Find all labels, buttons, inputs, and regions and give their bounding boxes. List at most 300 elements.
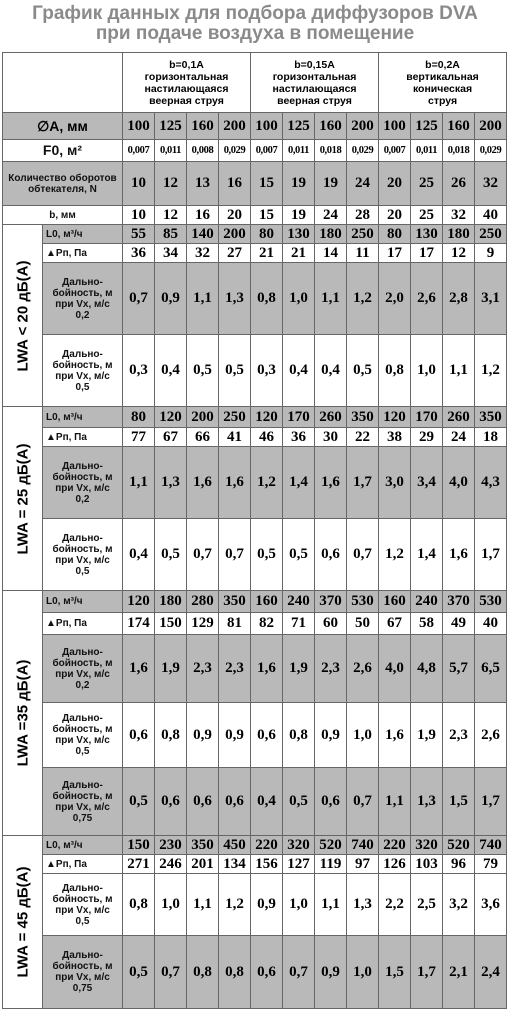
value-cell: 1,9	[283, 635, 315, 703]
value-cell: 1,6	[379, 703, 411, 768]
value-cell: 0,4	[315, 335, 347, 407]
value-cell: 71	[283, 613, 315, 635]
value-cell: 0,6	[315, 519, 347, 591]
value-cell: 1,0	[155, 874, 187, 936]
section-0-row-l0	[3, 225, 507, 244]
value-cell: 4,0	[379, 635, 411, 703]
value-cell: 3,0	[379, 447, 411, 519]
section-label-cell	[3, 591, 43, 836]
value-cell: 1,1	[187, 874, 219, 936]
value-cell: 3,6	[475, 874, 507, 936]
value-cell: 1,3	[155, 447, 187, 519]
range-label: Дально- бойность, м при Vx, м/с	[52, 713, 113, 746]
value-cell: 125	[411, 113, 443, 140]
value-cell: 96	[443, 855, 475, 874]
value-cell: 2,1	[443, 936, 475, 1009]
rotations-row	[3, 162, 507, 206]
value-cell: 0,8	[123, 874, 155, 936]
value-cell: 160	[315, 113, 347, 140]
value-cell: 1,0	[347, 936, 379, 1009]
section-2-row-l0	[3, 591, 507, 613]
range-label: Дально- бойность, м при Vx, м/с	[52, 950, 113, 983]
value-cell: 81	[219, 613, 251, 635]
section-3-row-r075	[3, 936, 507, 1009]
value-cell: 1,5	[379, 936, 411, 1009]
value-cell: 200	[347, 113, 379, 140]
value-cell: 100	[379, 113, 411, 140]
value-cell: 80	[123, 407, 155, 428]
row-label	[43, 244, 123, 263]
value-cell: 4,8	[411, 635, 443, 703]
value-cell: 1,6	[187, 447, 219, 519]
value-cell: 1,0	[283, 263, 315, 335]
value-cell: 13	[187, 162, 219, 206]
value-cell: 19	[315, 162, 347, 206]
value-cell: 6,5	[475, 635, 507, 703]
value-cell: 20	[379, 162, 411, 206]
value-cell: 16	[187, 206, 219, 225]
value-cell: 20	[219, 206, 251, 225]
value-cell: 1,0	[347, 703, 379, 768]
value-cell: 280	[187, 591, 219, 613]
range-label: Дально- бойность, м при Vx, м/с	[52, 460, 113, 494]
section-label-cell	[3, 225, 43, 407]
value-cell: 0,011	[411, 140, 443, 162]
value-cell: 180	[443, 225, 475, 244]
value-cell: 520	[315, 836, 347, 855]
section-label: LWA = 25 дБ(А)	[14, 442, 31, 555]
value-cell: 0,8	[251, 263, 283, 335]
value-cell: 100	[251, 113, 283, 140]
value-cell: 0,4	[123, 519, 155, 591]
diameter-row	[3, 113, 507, 140]
value-cell: 1,7	[475, 519, 507, 591]
section-2-row-r02	[3, 635, 507, 703]
value-cell: 260	[315, 407, 347, 428]
value-cell: 1,2	[379, 519, 411, 591]
value-cell: 0,029	[475, 140, 507, 162]
group-header-2	[379, 53, 507, 113]
value-cell: 2,3	[187, 635, 219, 703]
value-cell: 0,3	[251, 335, 283, 407]
value-cell: 5,7	[443, 635, 475, 703]
value-cell: 1,6	[123, 635, 155, 703]
value-cell: 1,4	[411, 519, 443, 591]
value-cell: 0,8	[219, 936, 251, 1009]
velocity-label: 0,75	[72, 983, 93, 994]
flow-label: L0, м³/ч	[46, 596, 83, 607]
value-cell: 0,6	[219, 768, 251, 836]
group-header-line: коническая	[412, 82, 473, 95]
value-cell: 220	[379, 836, 411, 855]
value-cell: 46	[251, 428, 283, 447]
value-cell: 530	[347, 591, 379, 613]
pressure-label: ▲Pп, Па	[46, 618, 87, 629]
value-cell: 320	[411, 836, 443, 855]
value-cell: 200	[187, 407, 219, 428]
velocity-label: 0,5	[75, 565, 90, 577]
value-cell: 1,3	[347, 874, 379, 936]
value-cell: 103	[411, 855, 443, 874]
value-cell: 4,0	[443, 447, 475, 519]
value-cell: 1,1	[379, 768, 411, 836]
value-cell: 10	[123, 162, 155, 206]
value-cell: 0,9	[155, 263, 187, 335]
range-label: Дально- бойность, м при Vx, м/с	[52, 348, 113, 382]
value-cell: 180	[315, 225, 347, 244]
value-cell: 0,4	[251, 768, 283, 836]
section-1-row-dp	[3, 428, 507, 447]
value-cell: 21	[283, 244, 315, 263]
value-cell: 530	[475, 591, 507, 613]
pressure-label: ▲Pп, Па	[46, 858, 87, 870]
value-cell: 125	[155, 113, 187, 140]
section-0-row-r02	[3, 263, 507, 335]
value-cell: 1,7	[411, 936, 443, 1009]
value-cell: 0,007	[251, 140, 283, 162]
value-cell: 0,6	[251, 703, 283, 768]
range-label: Дально- бойность, м при Vx, м/с	[52, 779, 113, 813]
value-cell: 1,9	[155, 635, 187, 703]
value-cell: 80	[379, 225, 411, 244]
value-cell: 250	[475, 225, 507, 244]
row-label	[43, 519, 123, 591]
value-cell: 350	[219, 591, 251, 613]
value-cell: 0,5	[347, 335, 379, 407]
row-label	[43, 635, 123, 703]
value-cell: 30	[315, 428, 347, 447]
value-cell: 0,7	[347, 519, 379, 591]
group-header-line: струя	[427, 94, 458, 107]
value-cell: 1,6	[219, 447, 251, 519]
group-header-line: b=0,2А	[425, 58, 460, 71]
value-cell: 22	[347, 428, 379, 447]
value-cell: 17	[379, 244, 411, 263]
section-3-row-r05	[3, 874, 507, 936]
flow-label: L0, м³/ч	[46, 228, 83, 240]
row-label	[43, 335, 123, 407]
range-label: Дально- бойность, м при Vx, м/с	[52, 276, 113, 310]
value-cell: 1,7	[475, 768, 507, 836]
value-cell: 1,6	[251, 635, 283, 703]
b-row	[3, 206, 507, 225]
value-cell: 19	[283, 162, 315, 206]
value-cell: 15	[251, 206, 283, 225]
value-cell: 0,008	[187, 140, 219, 162]
value-cell: 350	[347, 407, 379, 428]
value-cell: 120	[251, 407, 283, 428]
value-cell: 170	[283, 407, 315, 428]
value-cell: 2,6	[347, 635, 379, 703]
value-cell: 0,029	[347, 140, 379, 162]
value-cell: 49	[443, 613, 475, 635]
value-cell: 11	[347, 244, 379, 263]
velocity-label: 0,5	[75, 915, 90, 927]
value-cell: 1,1	[187, 263, 219, 335]
value-cell: 126	[379, 855, 411, 874]
row-label	[43, 703, 123, 768]
value-cell: 67	[155, 428, 187, 447]
value-cell: 41	[219, 428, 251, 447]
value-cell: 350	[187, 836, 219, 855]
value-cell: 0,6	[155, 768, 187, 836]
value-cell: 12	[155, 206, 187, 225]
row-label	[43, 263, 123, 335]
value-cell: 0,5	[155, 519, 187, 591]
value-cell: 2,3	[315, 635, 347, 703]
row-label	[43, 613, 123, 635]
flow-label: L0, м³/ч	[46, 839, 83, 851]
value-cell: 246	[155, 855, 187, 874]
value-cell: 134	[219, 855, 251, 874]
value-cell: 4,3	[475, 447, 507, 519]
value-cell: 0,9	[315, 703, 347, 768]
group-header-line: b=0,15А	[294, 58, 335, 71]
value-cell: 0,8	[283, 703, 315, 768]
value-cell: 220	[251, 836, 283, 855]
value-cell: 97	[347, 855, 379, 874]
value-cell: 200	[219, 225, 251, 244]
value-cell: 1,9	[411, 703, 443, 768]
value-cell: 250	[219, 407, 251, 428]
value-cell: 1,6	[315, 447, 347, 519]
value-cell: 0,8	[379, 335, 411, 407]
section-label: LWA = 45 дБ(А)	[14, 866, 31, 978]
row-label: b, мм	[3, 206, 123, 225]
value-cell: 1,1	[123, 447, 155, 519]
value-cell: 160	[251, 591, 283, 613]
value-cell: 0,018	[443, 140, 475, 162]
value-cell: 174	[123, 613, 155, 635]
title-line-2: при подаче воздуха в помещение	[95, 23, 415, 44]
value-cell: 27	[219, 244, 251, 263]
value-cell: 1,1	[315, 874, 347, 936]
value-cell: 12	[443, 244, 475, 263]
value-cell: 230	[155, 836, 187, 855]
value-cell: 160	[379, 591, 411, 613]
value-cell: 9	[475, 244, 507, 263]
value-cell: 0,9	[315, 936, 347, 1009]
row-label	[43, 936, 123, 1009]
value-cell: 0,6	[251, 936, 283, 1009]
value-cell: 160	[443, 113, 475, 140]
section-0-row-r05	[3, 335, 507, 407]
value-cell: 1,4	[283, 447, 315, 519]
value-cell: 160	[187, 113, 219, 140]
value-cell: 20	[379, 206, 411, 225]
value-cell: 100	[123, 113, 155, 140]
value-cell: 350	[475, 407, 507, 428]
value-cell: 0,5	[219, 335, 251, 407]
value-cell: 26	[443, 162, 475, 206]
value-cell: 34	[155, 244, 187, 263]
section-3-row-l0	[3, 836, 507, 855]
value-cell: 24	[315, 206, 347, 225]
value-cell: 32	[187, 244, 219, 263]
value-cell: 16	[219, 162, 251, 206]
value-cell: 50	[347, 613, 379, 635]
value-cell: 1,3	[411, 768, 443, 836]
value-cell: 0,007	[123, 140, 155, 162]
pressure-label: ▲Pп, Па	[46, 431, 87, 443]
value-cell: 14	[315, 244, 347, 263]
range-label: Дально- бойность, м при Vx, м/с	[52, 532, 113, 566]
section-label-cell	[3, 407, 43, 591]
value-cell: 18	[475, 428, 507, 447]
value-cell: 0,9	[251, 874, 283, 936]
value-cell: 24	[443, 428, 475, 447]
value-cell: 24	[347, 162, 379, 206]
value-cell: 0,7	[123, 263, 155, 335]
value-cell: 1,3	[219, 263, 251, 335]
value-cell: 130	[283, 225, 315, 244]
value-cell: 370	[443, 591, 475, 613]
value-cell: 1,5	[443, 768, 475, 836]
value-cell: 2,0	[379, 263, 411, 335]
value-cell: 19	[283, 206, 315, 225]
value-cell: 2,2	[379, 874, 411, 936]
value-cell: 0,4	[155, 335, 187, 407]
value-cell: 240	[411, 591, 443, 613]
value-cell: 0,5	[283, 768, 315, 836]
value-cell: 25	[411, 162, 443, 206]
section-2-row-dp	[3, 613, 507, 635]
value-cell: 200	[219, 113, 251, 140]
value-cell: 0,011	[283, 140, 315, 162]
section-1-row-l0	[3, 407, 507, 428]
value-cell: 2,6	[411, 263, 443, 335]
value-cell: 17	[411, 244, 443, 263]
value-cell: 2,3	[443, 703, 475, 768]
value-cell: 0,5	[187, 335, 219, 407]
value-cell: 240	[283, 591, 315, 613]
value-cell: 2,5	[411, 874, 443, 936]
row-label	[43, 225, 123, 244]
corner-cell	[3, 53, 123, 113]
diffuser-selection-table	[2, 52, 507, 1009]
value-cell: 55	[123, 225, 155, 244]
value-cell: 0,029	[219, 140, 251, 162]
section-label-cell	[3, 836, 43, 1009]
section-1-row-r05	[3, 519, 507, 591]
value-cell: 32	[443, 206, 475, 225]
range-label: Дально- бойность, м при Vx, м/с	[52, 646, 113, 680]
value-cell: 60	[315, 613, 347, 635]
value-cell: 740	[475, 836, 507, 855]
group-header-line: веерная струя	[277, 94, 352, 107]
value-cell: 3,2	[443, 874, 475, 936]
velocity-label: 0,2	[75, 679, 90, 691]
value-cell: 0,7	[155, 936, 187, 1009]
group-header-line: настилающаяся	[272, 82, 357, 95]
value-cell: 0,9	[187, 703, 219, 768]
value-cell: 0,8	[187, 936, 219, 1009]
value-cell: 156	[251, 855, 283, 874]
value-cell: 1,6	[443, 519, 475, 591]
row-label: Количество оборотов обтекателя, N	[3, 162, 123, 206]
group-header-line: горизонтальная	[272, 70, 357, 83]
group-header-1	[251, 53, 379, 113]
value-cell: 0,5	[283, 519, 315, 591]
value-cell: 1,0	[283, 874, 315, 936]
value-cell: 67	[379, 613, 411, 635]
group-header-line: вертикальная	[406, 70, 479, 83]
value-cell: 79	[475, 855, 507, 874]
value-cell: 2,4	[475, 936, 507, 1009]
row-label	[43, 428, 123, 447]
value-cell: 200	[475, 113, 507, 140]
velocity-label: 0,5	[75, 746, 90, 757]
value-cell: 150	[123, 836, 155, 855]
value-cell: 130	[411, 225, 443, 244]
row-label	[43, 447, 123, 519]
section-1-row-r02	[3, 447, 507, 519]
section-2-row-r075	[3, 768, 507, 836]
section-3-row-dp	[3, 855, 507, 874]
value-cell: 0,007	[379, 140, 411, 162]
row-label	[43, 855, 123, 874]
value-cell: 3,4	[411, 447, 443, 519]
value-cell: 0,4	[283, 335, 315, 407]
row-label	[43, 874, 123, 936]
value-cell: 0,7	[347, 768, 379, 836]
value-cell: 58	[411, 613, 443, 635]
value-cell: 1,1	[315, 263, 347, 335]
value-cell: 29	[411, 428, 443, 447]
value-cell: 82	[251, 613, 283, 635]
value-cell: 119	[315, 855, 347, 874]
flow-label: L0, м³/ч	[46, 411, 83, 423]
value-cell: 40	[475, 206, 507, 225]
row-label	[43, 768, 123, 836]
value-cell: 25	[411, 206, 443, 225]
value-cell: 10	[123, 206, 155, 225]
section-0-row-dp	[3, 244, 507, 263]
row-label	[43, 407, 123, 428]
row-label: F0, м²	[3, 140, 123, 162]
value-cell: 36	[123, 244, 155, 263]
value-cell: 40	[475, 613, 507, 635]
row-label	[43, 591, 123, 613]
group-header-line: горизонтальная	[144, 70, 229, 83]
value-cell: 127	[283, 855, 315, 874]
value-cell: 0,3	[123, 335, 155, 407]
value-cell: 120	[379, 407, 411, 428]
value-cell: 1,2	[251, 447, 283, 519]
value-cell: 38	[379, 428, 411, 447]
row-label	[43, 836, 123, 855]
value-cell: 740	[347, 836, 379, 855]
page-title	[0, 0, 510, 50]
value-cell: 129	[187, 613, 219, 635]
value-cell: 1,0	[411, 335, 443, 407]
value-cell: 0,8	[155, 703, 187, 768]
value-cell: 32	[475, 162, 507, 206]
value-cell: 85	[155, 225, 187, 244]
value-cell: 201	[187, 855, 219, 874]
value-cell: 450	[219, 836, 251, 855]
group-header-0	[123, 53, 251, 113]
range-label: Дально- бойность, м при Vx, м/с	[52, 882, 113, 916]
value-cell: 0,7	[219, 519, 251, 591]
value-cell: 2,8	[443, 263, 475, 335]
section-2-row-r05	[3, 703, 507, 768]
value-cell: 120	[123, 591, 155, 613]
section-label: LWA =35 дБ(А)	[14, 659, 31, 767]
value-cell: 0,6	[187, 768, 219, 836]
group-header-line: настилающаяся	[144, 82, 229, 95]
value-cell: 28	[347, 206, 379, 225]
